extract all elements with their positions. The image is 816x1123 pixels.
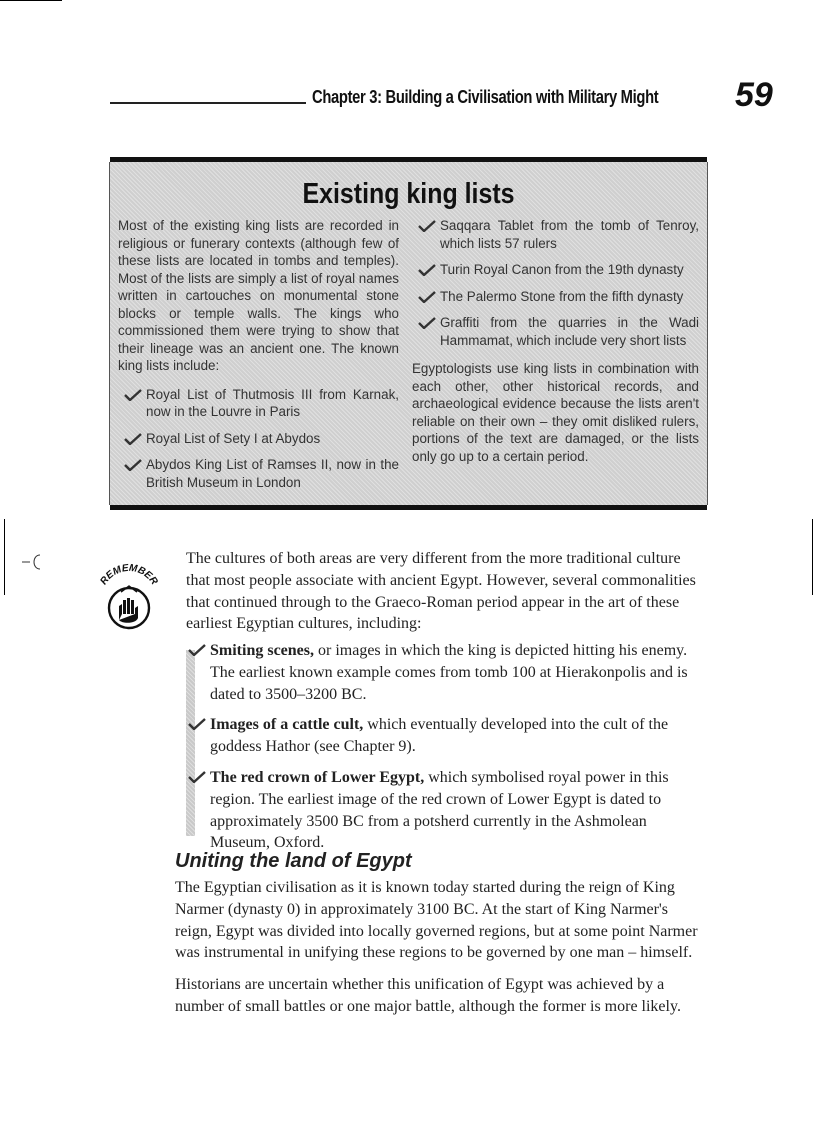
list-item: Images of a cattle cult, which eventually developed into the cult of the goddess Hathor (see Chapter 9). — [210, 714, 706, 758]
section-heading: Uniting the land of Egypt — [175, 850, 412, 872]
list-item: Abydos King List of Ramses II, now in the British Museum in London — [118, 456, 399, 491]
margin-bar — [186, 650, 195, 836]
list-item: Graffiti from the quarries in the Wadi Hammamat, which include very short lists — [412, 314, 699, 349]
checkmark-icon — [124, 459, 142, 471]
sidebar-left-column — [118, 217, 399, 502]
checkmark-icon — [418, 291, 436, 303]
checkmark-icon — [188, 644, 206, 656]
checkmark-icon — [124, 433, 142, 445]
checkmark-icon — [418, 317, 436, 329]
checkmark-icon — [124, 389, 142, 401]
checkmark-icon — [188, 718, 206, 730]
running-header — [110, 76, 773, 114]
sidebar-right-list — [412, 217, 699, 349]
chapter-title: Chapter 3: Building a Civilisation with Military Might — [312, 87, 659, 107]
remember-paragraph: The cultures of both areas are very different from the more traditional culture that most people associate with ancient Egypt. However, several commonalities that continued through to the Graeco-Roman period appear in the art of these earliest Egyptian cultures, including: — [186, 550, 696, 633]
section-paragraph: Historians are uncertain whether this unification of Egypt was achieved by a number of small battles or one major battle, although the former is more likely. — [175, 976, 681, 1015]
crop-mark-left — [4, 519, 5, 595]
section-body — [175, 877, 707, 1028]
list-item: The red crown of Lower Egypt, which symbolised royal power in this region. The earliest image of the red crown of Lower Egypt is dated to approximately 3500 BC from a potsherd currently in the Ashmolean Museum, Oxford. — [210, 767, 706, 854]
checkmark-icon — [418, 264, 436, 276]
header-rule — [110, 102, 306, 104]
section-paragraph: The Egyptian civilisation as it is known today started during the reign of King Narmer (dynasty 0) in approximately 3100 BC. At the start of King Narmer's reign, Egypt was divided into locally governed regions, but at some point Narmer was instrumental in unifying these regions to be governed by one man – himself. — [175, 879, 698, 962]
sidebar-left-list — [118, 386, 399, 492]
sidebar-closing: Egyptologists use king lists in combination with each other, other historical records, and archaeological evidence because the lists aren't reliable on their own – they omit disliked rulers, portions of the text are damaged, or the lists only go up to a certain period. — [412, 361, 699, 464]
remember-icon — [92, 558, 166, 632]
list-item: The Palermo Stone from the fifth dynasty — [412, 288, 699, 306]
sidebar-right-column — [412, 217, 699, 476]
checkmark-icon — [188, 771, 206, 783]
list-item: Royal List of Sety I at Abydos — [118, 430, 399, 448]
remember-list-block — [186, 640, 706, 863]
remember-list — [186, 640, 706, 854]
list-item: Turin Royal Canon from the 19th dynasty — [412, 261, 699, 279]
list-item: Saqqara Tablet from the tomb of Tenroy, which lists 57 rulers — [412, 217, 699, 252]
page-number: 59 — [735, 76, 773, 114]
checkmark-icon — [418, 220, 436, 232]
registration-mark-icon — [20, 552, 60, 572]
crop-mark-top — [0, 0, 62, 1]
sidebar-title: Existing king lists — [302, 178, 515, 210]
list-item: Royal List of Thutmosis III from Karnak, now in the Louvre in Paris — [118, 386, 399, 421]
sidebar-intro: Most of the existing king lists are recorded in religious or funerary contexts (although few of these lists are located in tombs and temples). Most of the lists are simply a list of royal names written in cartouches on monumental stone blocks or temple walls. The kings who commissioned them were trying to show that their lineage was an ancient one. The known king lists include: — [118, 218, 399, 373]
remember-label: REMEMBER — [98, 562, 160, 588]
crop-mark-right — [812, 519, 813, 595]
list-item: Smiting scenes, or images in which the king is depicted hitting his enemy. The earliest known example comes from tomb 100 at Hierakonpolis and is dated to 3500–3200 BC. — [210, 640, 706, 705]
king-lists-sidebar — [110, 157, 707, 510]
